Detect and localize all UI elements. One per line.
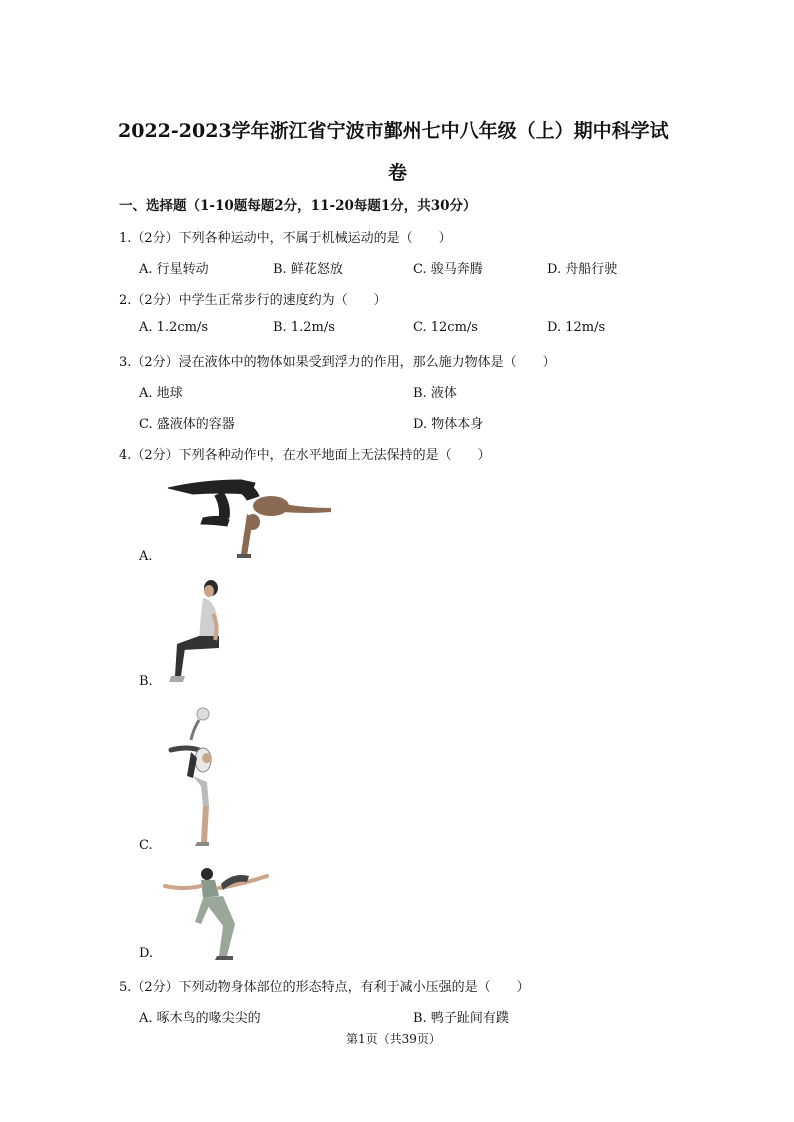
q5-option-a: A. 啄木鸟的喙尖尖的: [139, 1011, 261, 1026]
q2-option-a: A. 1.2cm/s: [139, 320, 208, 335]
question-2: 2.（2分）中学生正常步行的速度约为（ ）: [119, 293, 387, 308]
q1-option-a: A. 行星转动: [139, 262, 209, 277]
q3-option-c: C. 盛液体的容器: [139, 417, 235, 432]
figure-d-leaning-pose: [163, 866, 275, 960]
page-title-continued: 卷: [388, 162, 408, 184]
figure-a-arm-balance: [163, 474, 333, 560]
section-heading: 一、选择题（1-10题每题2分，11-20每题1分，共30分）: [119, 198, 477, 214]
q3-option-d: D. 物体本身: [413, 417, 484, 432]
q3-option-a: A. 地球: [139, 386, 183, 401]
q2-option-b: B. 1.2m/s: [273, 320, 335, 335]
q4-option-a: A.: [139, 549, 153, 564]
q4-option-d: D.: [139, 946, 154, 961]
q4-option-c: C.: [139, 838, 153, 853]
q2-option-c: C. 12cm/s: [413, 320, 478, 335]
q1-option-c: C. 骏马奔腾: [413, 262, 483, 277]
figure-c-balance-pose: [163, 706, 223, 852]
page-footer: 第1页（共39页）: [346, 1032, 441, 1046]
page-title: 2022-2023学年浙江省宁波市鄞州七中八年级（上）期中科学试: [118, 120, 669, 142]
q2-option-d: D. 12m/s: [547, 320, 606, 335]
figure-b-wall-sit: [163, 578, 223, 688]
question-5: 5.（2分）下列动物身体部位的形态特点，有利于减小压强的是（ ）: [119, 980, 530, 995]
question-3: 3.（2分）浸在液体中的物体如果受到浮力的作用，那么施力物体是（ ）: [119, 355, 556, 370]
question-1: 1.（2分）下列各种运动中，不属于机械运动的是（ ）: [119, 231, 452, 246]
question-4: 4.（2分）下列各种动作中，在水平地面上无法保持的是（ ）: [119, 448, 491, 463]
q3-option-b: B. 液体: [413, 386, 457, 401]
q1-option-b: B. 鲜花怒放: [273, 262, 343, 277]
q5-option-b: B. 鸭子趾间有蹼: [413, 1011, 509, 1026]
q4-option-b: B.: [139, 674, 153, 689]
q1-option-d: D. 舟船行驶: [547, 262, 618, 277]
